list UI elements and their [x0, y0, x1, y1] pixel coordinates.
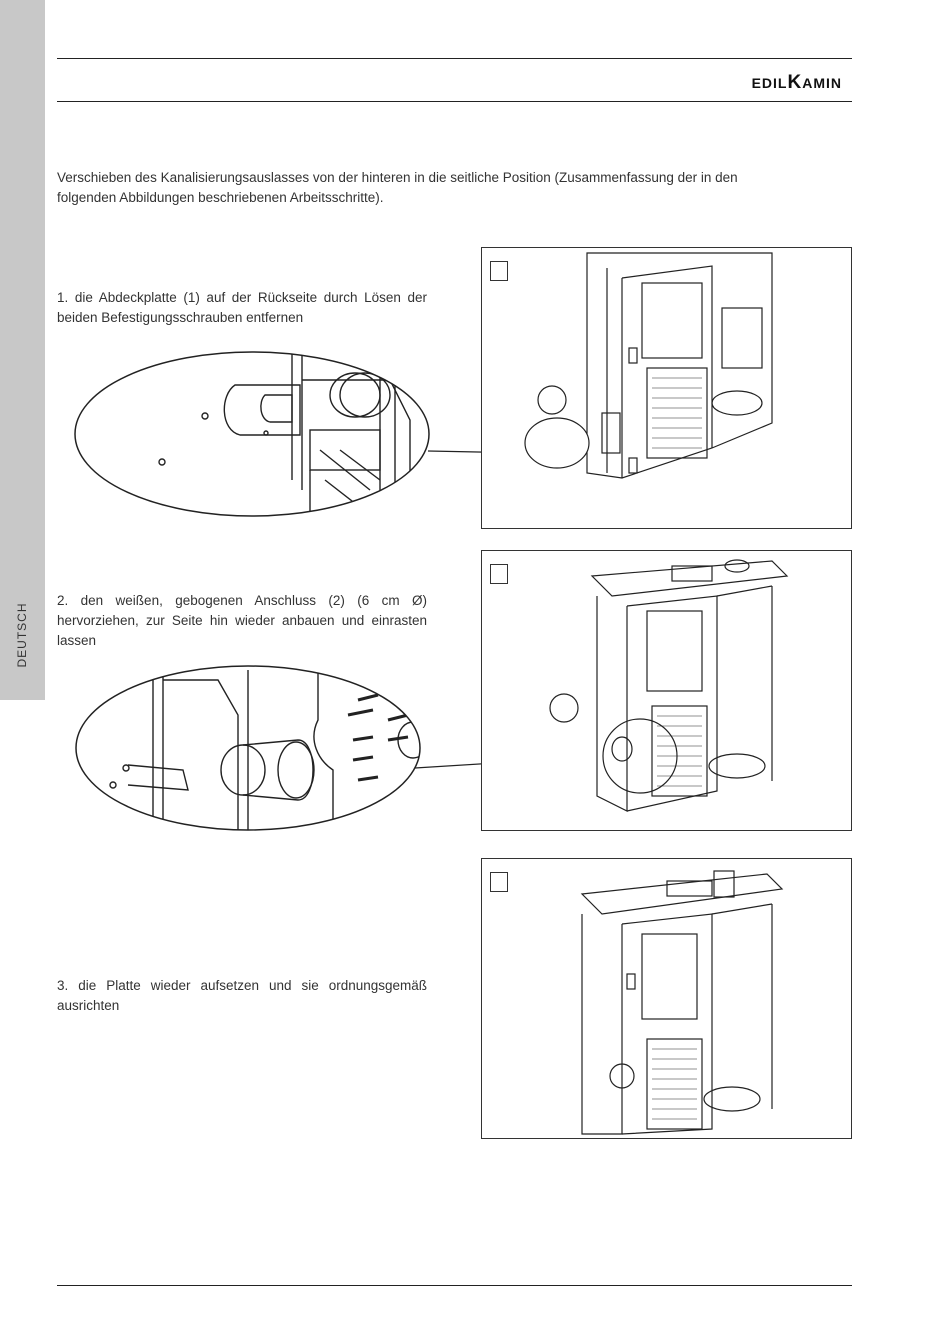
step-2-text: 2. den weißen, gebogenen Anschluss (2) (6 cm Ø) hervorziehen, zur Seite hin wieder anbauen und einrasten lassen: [57, 593, 427, 648]
intro-paragraph: Verschieben des Kanalisierungsauslasses von der hinteren in die seitliche Position (Zusammenfassung der in den folgenden Abbildungen beschriebenen Arbeitsschritte).: [57, 170, 738, 205]
footer-rule: [57, 1285, 852, 1286]
stove-diagram-side-icon: [482, 551, 852, 831]
figure-3: [481, 858, 852, 1139]
stove-diagram-rear-icon: [482, 248, 852, 529]
step-1-text: 1. die Abdeckplatte (1) auf der Rückseite durch Lösen der beiden Befestigungsschrauben entfernen: [57, 290, 427, 325]
language-label: DEUTSCH: [15, 602, 29, 668]
step-3-text: 3. die Platte wieder aufsetzen und sie ordnungsgemäß ausrichten: [57, 978, 427, 1013]
figure-1: [481, 247, 852, 529]
zoom-detail-plate-icon: [70, 340, 440, 520]
figure-2: [481, 550, 852, 831]
zoom-detail-connector-icon: [68, 660, 428, 840]
brand-logo: EDILKAMIN: [751, 72, 842, 93]
stove-diagram-final-icon: [482, 859, 852, 1139]
